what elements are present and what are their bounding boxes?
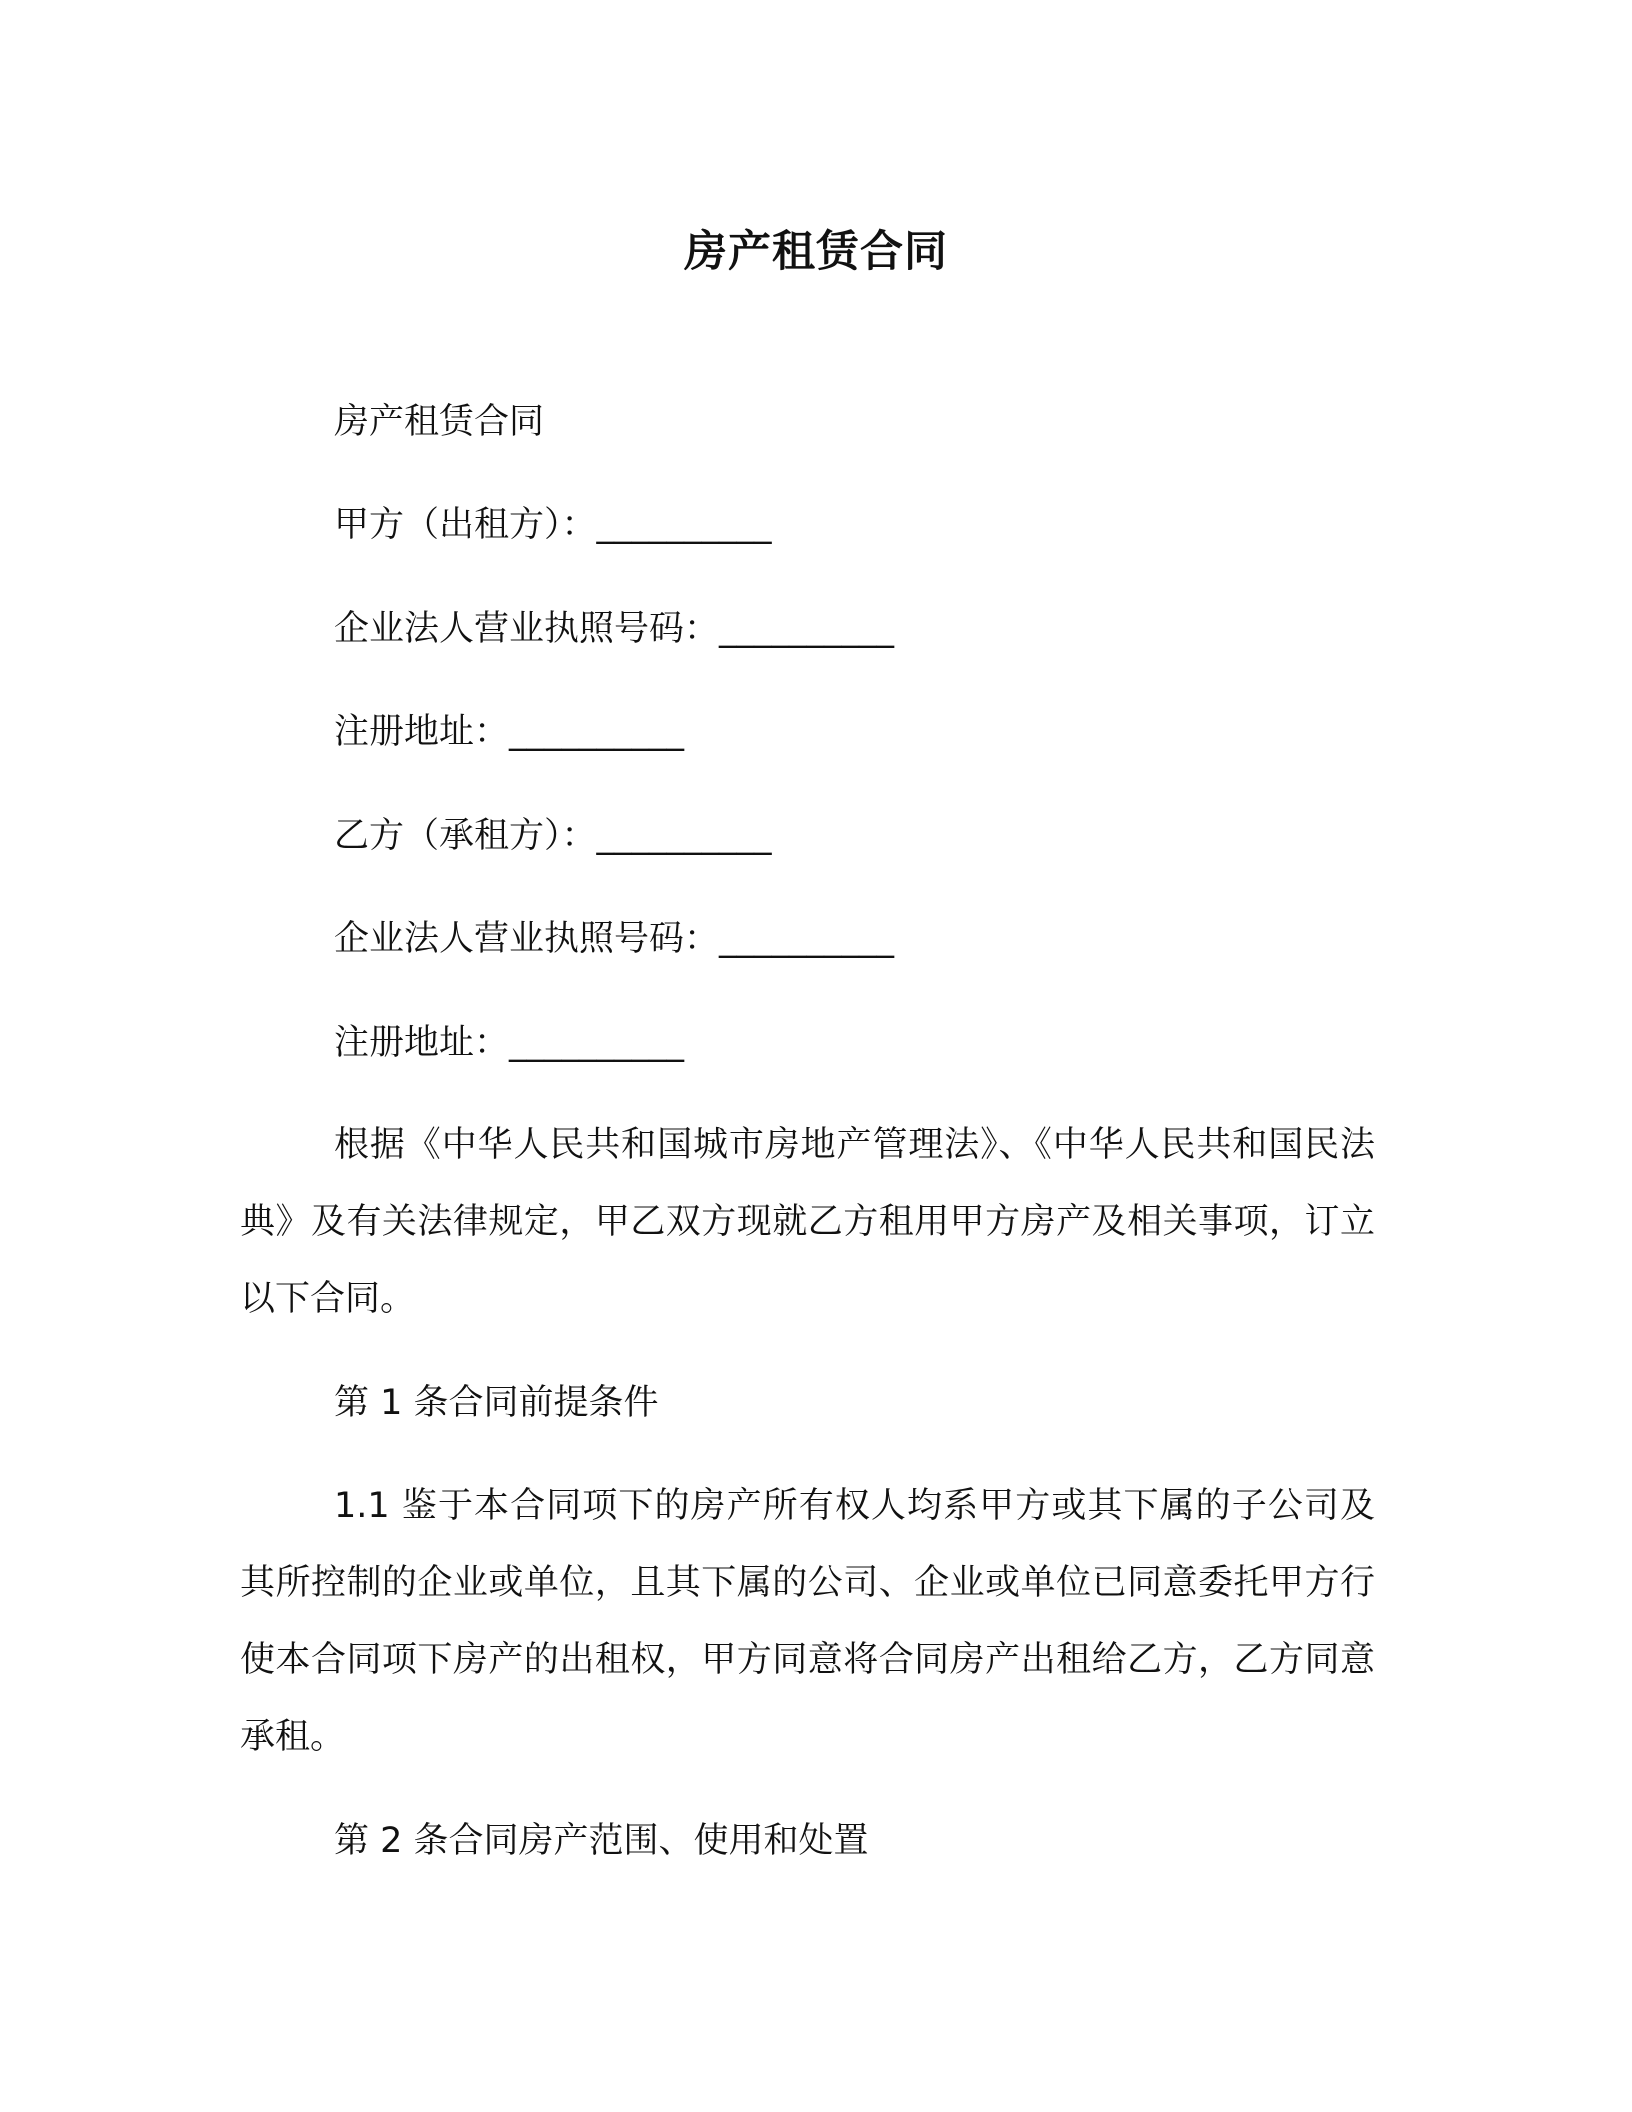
party-b-blank: __________ — [596, 816, 772, 856]
party-a-address-line — [334, 707, 684, 757]
party-b-license-label: 企业法人营业执照号码： — [334, 919, 720, 959]
party-a-license-label: 企业法人营业执照号码： — [334, 609, 720, 649]
party-a-license-blank: __________ — [719, 609, 895, 649]
article-2-heading: 第 2 条合同房产范围、使用和处置 — [334, 1821, 869, 1861]
party-a-label: 甲方（出租方）： — [334, 505, 597, 545]
document-subtitle: 房产租赁合同 — [334, 402, 545, 442]
party-b-address-line — [334, 1018, 684, 1068]
article-1-clause-1: 1.1 鉴于本合同项下的房产所有权人均系甲方或其下属的子公司及其所控制的企业或单位，且其下属的公司、企业或单位已同意委托甲方行使本合同项下房产的出租权，甲方同意将合同房产出租给乙方，乙方同意承租。 — [240, 1486, 1375, 1757]
party-b-address-blank: __________ — [509, 1023, 685, 1063]
party-a-address-label: 注册地址： — [334, 712, 510, 752]
party-b-address-label: 注册地址： — [334, 1023, 510, 1063]
party-a-blank: __________ — [596, 505, 772, 545]
party-b-license-line — [334, 914, 894, 964]
preamble-paragraph: 根据《中华人民共和国城市房地产管理法》、《中华人民共和国民法典》及有关法律规定，甲乙双方现就乙方租用甲方房产及相关事项，订立以下合同。 — [240, 1125, 1375, 1319]
document-title: 房产租赁合同 — [684, 227, 948, 277]
party-b-line — [334, 811, 772, 861]
party-b-label: 乙方（承租方）： — [334, 816, 597, 856]
party-a-line — [334, 500, 772, 550]
article-1-heading: 第 1 条合同前提条件 — [334, 1383, 659, 1423]
party-b-license-blank: __________ — [719, 919, 895, 959]
party-a-license-line — [334, 604, 894, 654]
party-a-address-blank: __________ — [509, 712, 685, 752]
